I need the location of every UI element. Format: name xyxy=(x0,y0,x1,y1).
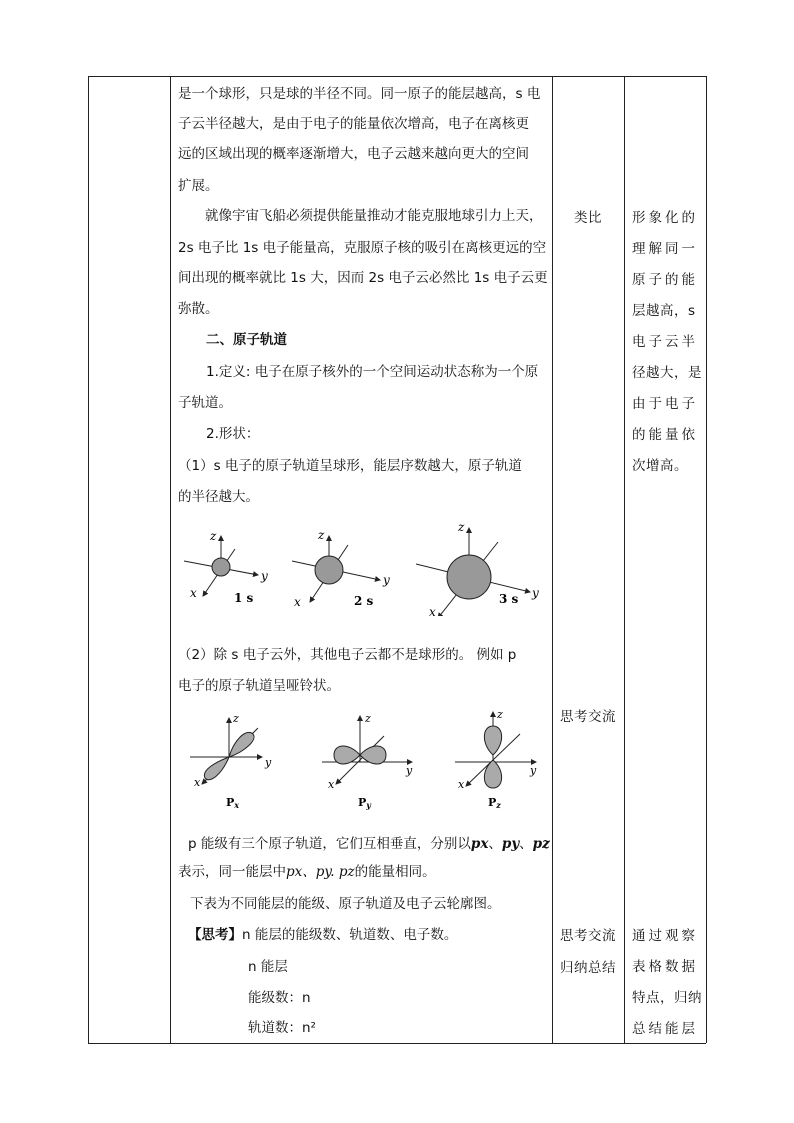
intent2-line2: 表格数据 xyxy=(632,959,698,975)
method-analogy: 类比 xyxy=(574,210,602,226)
label-1s: 1 s xyxy=(234,591,254,605)
p-levels-line1: p 能级有三个原子轨道，它们互相垂直，分别以px、py、pz xyxy=(188,836,550,852)
table-divider-1 xyxy=(170,76,171,1043)
s-orbital-line2: 的半径越大。 xyxy=(178,489,259,505)
intent2-line3: 特点，归纳 xyxy=(632,990,702,1006)
label-py-sub: y xyxy=(366,800,371,810)
s-orbital-line1: （1）s 电子的原子轨道呈球形，能层序数越大，原子轨道 xyxy=(178,458,522,474)
section-heading-orbital: 二、原子轨道 xyxy=(206,332,287,348)
label-3s: 3 s xyxy=(499,592,519,606)
axis-x-pz: x xyxy=(458,778,465,791)
orbital-px xyxy=(190,718,262,784)
p-orbital-line1: （2）除 s 电子云外，其他电子云都不是球形的。 例如 p xyxy=(178,647,517,663)
para1-line3: 远的区域出现的概率逐渐增大，电子云越来越向更大的空间 xyxy=(178,146,529,162)
axis-y-3s: y xyxy=(532,586,539,600)
intent1-line9: 次增高。 xyxy=(632,458,688,474)
intent2-line4: 总结能层 xyxy=(632,1021,698,1037)
para2-line3: 间出现的概率就比 1s 大，因而 2s 电子云必然比 1s 电子云更 xyxy=(178,270,548,286)
label-py: Py xyxy=(358,796,371,810)
axis-x-py: x xyxy=(328,778,335,791)
p-orbital-figure xyxy=(176,700,548,812)
axis-y-pz: y xyxy=(530,764,537,777)
table-border-left xyxy=(88,76,89,1043)
symbol-py: py xyxy=(501,836,520,852)
axis-x-2s: x xyxy=(294,595,301,609)
p-levels-line2-post: 的能量相同。 xyxy=(354,864,436,880)
axis-z-2s: z xyxy=(318,528,325,542)
para2-line4: 弥散。 xyxy=(178,301,219,317)
label-pz: Pz xyxy=(488,796,501,810)
table-border-top xyxy=(88,76,706,77)
shape-heading: 2.形状： xyxy=(206,426,260,442)
axis-y-px: y xyxy=(265,756,272,769)
axis-x-px: x xyxy=(194,776,201,789)
intent1-line5: 电子云半 xyxy=(632,334,698,350)
definition-line1: 1.定义: 电子在原子核外的一个空间运动状态称为一个原 xyxy=(206,364,539,380)
n-orbitals: 轨道数：n² xyxy=(248,1020,316,1036)
axis-z-pz: z xyxy=(497,708,503,721)
intent1-line3: 原子的能 xyxy=(632,272,698,288)
label-pz-sub: z xyxy=(496,800,501,810)
think-tag: 【思考】 xyxy=(188,927,242,943)
axis-y-2s: y xyxy=(383,573,390,587)
definition-line2: 子轨道。 xyxy=(178,395,232,411)
intent1-line1: 形象化的 xyxy=(632,210,698,226)
intent2-line1: 通过观察 xyxy=(632,928,698,944)
axis-x-3s: x xyxy=(429,605,436,616)
table-border-right xyxy=(706,76,707,1043)
method-think-exchange-2: 思考交流 xyxy=(560,928,616,944)
para1-line1: 是一个球形，只是球的半径不同。同一原子的能层越高，s 电 xyxy=(178,86,541,102)
axis-z-3s: z xyxy=(458,520,465,534)
label-px-sub: x xyxy=(234,800,240,810)
orbital-2s xyxy=(292,536,380,602)
orbital-py xyxy=(322,716,412,784)
symbol-px: px xyxy=(470,836,489,852)
think-line xyxy=(188,925,457,945)
p-orbital-line2: 电子的原子轨道呈哑铃状。 xyxy=(178,678,340,694)
label-2s: 2 s xyxy=(354,594,374,608)
table-divider-2 xyxy=(552,76,553,1043)
intent1-line2: 理解同一 xyxy=(632,241,698,257)
intent1-line4: 层越高，s xyxy=(632,303,696,319)
axis-y-py: y xyxy=(406,764,413,777)
para1-line2: 子云半径越大，是由于电子的能量依次增高，电子在离核更 xyxy=(178,116,529,132)
label-px: Px xyxy=(226,796,240,810)
n-layer: n 能层 xyxy=(248,959,288,975)
table-border-bottom xyxy=(88,1043,706,1044)
axis-z-py: z xyxy=(365,712,371,725)
table-intro: 下表为不同能层的能级、原子轨道及电子云轮廓图。 xyxy=(190,896,501,912)
intent1-line7: 由于电子 xyxy=(632,396,698,412)
n-levels: 能级数：n xyxy=(248,990,311,1006)
p-levels-line2-pre: 表示，同一能层中 xyxy=(178,864,286,880)
axis-y-1s: y xyxy=(261,569,268,583)
method-summarize: 归纳总结 xyxy=(560,960,616,976)
think-text: n 能层的能级数、轨道数、电子数。 xyxy=(242,927,458,943)
p-levels-line2 xyxy=(178,862,436,882)
para2-line1: 就像宇宙飞船必须提供能量推动才能克服地球引力上天， xyxy=(205,208,543,224)
para2-line2: 2s 电子比 1s 电子能量高，克服原子核的吸引在离核更远的空 xyxy=(178,240,547,256)
axis-x-1s: x xyxy=(190,586,197,600)
p-levels-line1-text: p 能级有三个原子轨道，它们互相垂直，分别以 xyxy=(188,836,471,852)
s-orbital-figure xyxy=(176,518,548,616)
axis-z-1s: z xyxy=(210,529,217,543)
axis-z-px: z xyxy=(233,712,239,725)
symbol-pz: pz xyxy=(532,836,550,852)
table-divider-3 xyxy=(624,76,625,1043)
intent1-line6: 径越大，是 xyxy=(632,365,702,381)
symbol-group: px、py. pz xyxy=(286,864,355,880)
intent1-line8: 的能量依 xyxy=(632,427,698,443)
para1-line4: 扩展。 xyxy=(178,178,219,194)
method-think-exchange-1: 思考交流 xyxy=(560,709,616,725)
orbital-pz xyxy=(455,712,536,788)
